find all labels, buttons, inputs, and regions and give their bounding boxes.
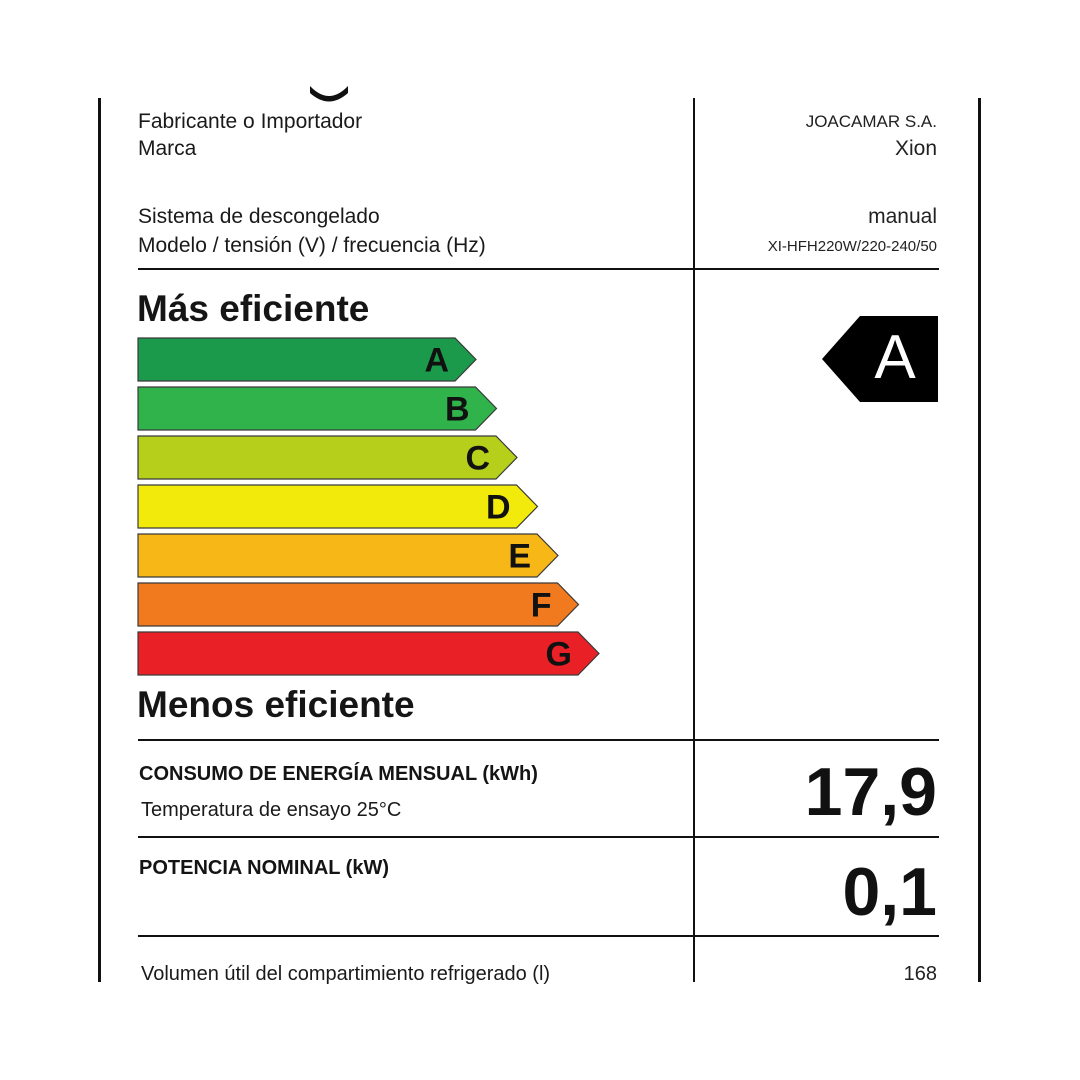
scale-top-label: Más eficiente <box>137 288 370 329</box>
efficiency-bar-letter: B <box>444 390 470 429</box>
volume-value: 168 <box>903 963 937 985</box>
manufacturer-label: Fabricante o Importador <box>138 110 363 133</box>
model-label: Modelo / tensión (V) / frecuencia (Hz) <box>138 234 486 257</box>
divider-power <box>138 935 939 937</box>
brand-value: Xion <box>894 137 937 160</box>
efficiency-bar-e <box>137 533 559 578</box>
efficiency-bar-letter: A <box>424 341 449 380</box>
efficiency-bar-letter: E <box>508 537 531 576</box>
divider-energy <box>138 836 939 838</box>
efficiency-bar-b <box>137 386 498 431</box>
divider-header <box>138 268 939 270</box>
efficiency-bar-g <box>137 631 600 676</box>
efficiency-bar-letter: C <box>465 439 490 478</box>
energy-consumption-value: 17,9 <box>804 754 937 830</box>
energy-consumption-label: CONSUMO DE ENERGÍA MENSUAL (kWh) <box>139 763 538 785</box>
manufacturer-value: JOACAMAR S.A. <box>805 112 937 131</box>
efficiency-bar-letter: D <box>485 488 511 527</box>
column-divider <box>693 98 695 982</box>
nominal-power-value: 0,1 <box>842 854 937 930</box>
rating-class-letter: A <box>874 323 916 392</box>
model-value: XI-HFH220W/220-240/50 <box>767 238 937 255</box>
defrost-label: Sistema de descongelado <box>138 205 380 228</box>
scale-bottom-label: Menos eficiente <box>137 684 415 725</box>
defrost-value: manual <box>868 205 937 228</box>
logo-fragment <box>308 84 350 102</box>
frame-left-border <box>98 98 101 982</box>
divider-scale <box>138 739 939 741</box>
volume-label: Volumen útil del compartimiento refrigerado (l) <box>141 963 551 985</box>
efficiency-bar-c <box>137 435 518 480</box>
nominal-power-label: POTENCIA NOMINAL (kW) <box>139 857 389 879</box>
brand-label: Marca <box>138 137 197 160</box>
efficiency-bar-d <box>137 484 539 529</box>
frame-right-border <box>978 98 981 982</box>
test-temperature-label: Temperatura de ensayo 25°C <box>141 799 402 821</box>
efficiency-bar-a <box>137 337 477 382</box>
efficiency-bar-letter: F <box>530 586 552 625</box>
efficiency-bar-f <box>137 582 580 627</box>
efficiency-bar-letter: G <box>545 635 572 674</box>
